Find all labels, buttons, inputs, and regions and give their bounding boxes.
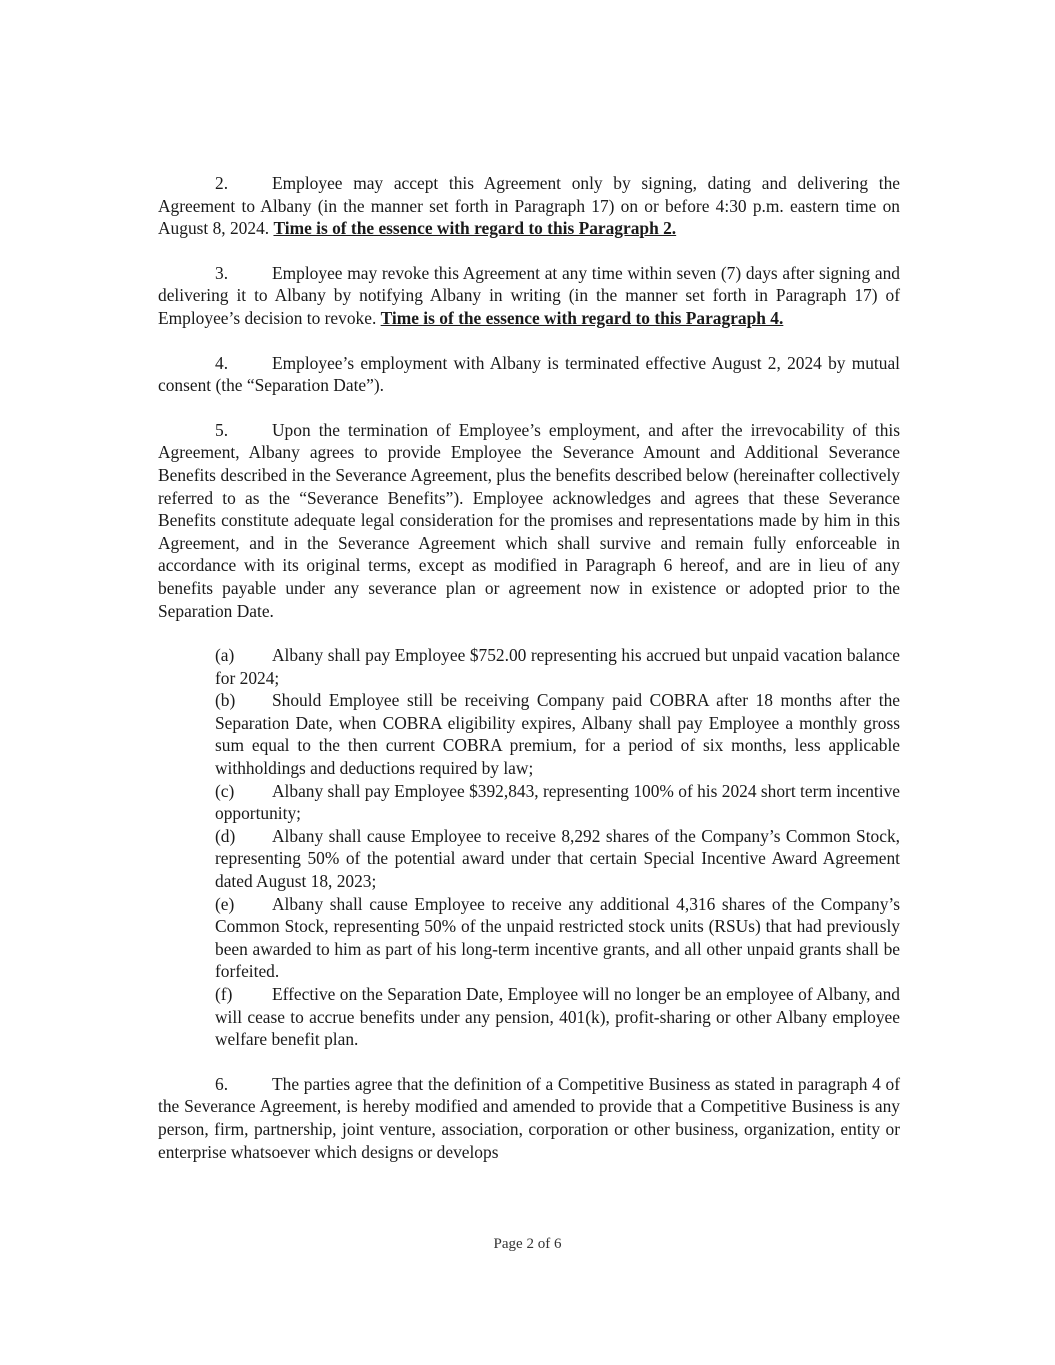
benefits-list	[215, 644, 900, 1051]
paragraph-number: 3.	[215, 262, 229, 283]
paragraph-emphasis: Time is of the essence with regard to this Paragraph 4.	[380, 307, 784, 328]
list-item-text: Albany shall pay Employee $392,843, representing 100% of his 2024 short term incentive opportunity;	[215, 780, 900, 824]
paragraph-text: Employee may revoke this Agreement at any time within seven (7) days after signing and delivering it to Albany by notifying Albany in writing (in the manner set forth in Paragraph 17) of Employee’s decision to revoke.	[158, 262, 900, 328]
paragraph-number: 2.	[215, 173, 229, 193]
paragraph-3	[158, 262, 900, 330]
paragraph-text: Upon the termination of Employee’s employment, and after the irrevocability of this Agreement, Albany agrees to provide Employee the Severance Amount and Additional Severance Benefits described in the Severance Agreement, plus the benefits described below (hereinafter collectively referred to as the “Severance Benefits”). Employee acknowledges and agrees that these Severance Benefits constitute adequate legal consideration for the promises and representations made by him in this Agreement, and in the Severance Agreement which shall survive and remain fully enforceable in accordance with its original terms, except as modified in Paragraph 6 hereof, and are in lieu of any benefits payable under any severance plan or agreement now in existence or adopted prior to the Separation Date.	[158, 419, 900, 621]
document-body	[158, 172, 900, 1185]
paragraph-5	[158, 419, 900, 622]
list-item-letter: (c)	[215, 780, 235, 801]
list-item	[215, 689, 900, 779]
list-item-text: Albany shall cause Employee to receive 8,292 shares of the Company’s Common Stock, representing 50% of the potential award under that certain Special Incentive Award Agreement dated August 18, 2023;	[215, 825, 900, 892]
paragraph-6	[158, 1073, 900, 1163]
paragraph-emphasis: Time is of the essence with regard to this Paragraph 2.	[273, 218, 677, 239]
list-item-text: Albany shall cause Employee to receive any additional 4,316 shares of the Company’s Common Stock, representing 50% of the unpaid restricted stock units (RSUs) that had previously been awarded to him as part of his long-term incentive grants, and all other unpaid grants shall be forfeited.	[215, 893, 900, 982]
list-item-letter: (d)	[215, 825, 236, 846]
paragraph-number: 4.	[215, 352, 229, 373]
list-item	[215, 983, 900, 1051]
list-item-text: Effective on the Separation Date, Employee will no longer be an employee of Albany, and will cease to accrue benefits under any pension, 401(k), profit-sharing or other Albany employee welfare benefit plan.	[215, 984, 900, 1050]
list-item-letter: (a)	[215, 645, 235, 666]
list-item	[215, 825, 900, 893]
list-item	[215, 780, 900, 825]
list-item	[215, 644, 900, 689]
paragraph-number: 6.	[215, 1073, 229, 1094]
list-item-letter: (b)	[215, 690, 236, 711]
paragraph-text: Employee’s employment with Albany is terminated effective August 2, 2024 by mutual consent (the “Separation Date”).	[158, 352, 900, 396]
list-item-letter: (f)	[215, 984, 233, 1004]
page-number-footer: Page 2 of 6	[493, 1236, 562, 1252]
paragraph-number: 5.	[215, 419, 229, 440]
paragraph-text: The parties agree that the definition of a Competitive Business as stated in paragraph 4 of the Severance Agreement, is hereby modified and amended to provide that a Competitive Business is any person, firm, partnership, joint venture, association, corporation or other business, organization, entity or enterprise whatsoever which designs or develops	[158, 1073, 900, 1162]
paragraph-text: Employee may accept this Agreement only by signing, dating and delivering the Agreement to Albany (in the manner set forth in Paragraph 17) on or before 4:30 p.m. eastern time on August 8, 2024.	[158, 173, 900, 239]
list-item	[215, 893, 900, 983]
paragraph-4	[158, 352, 900, 397]
list-item-letter: (e)	[215, 893, 235, 914]
list-item-text: Should Employee still be receiving Company paid COBRA after 18 months after the Separation Date, when COBRA eligibility expires, Albany shall pay Employee a monthly gross sum equal to the then current COBRA premium, for a period of six months, less applicable withholdings and deductions required by law;	[215, 690, 900, 779]
list-item-text: Albany shall pay Employee $752.00 representing his accrued but unpaid vacation balance for 2024;	[215, 645, 900, 688]
paragraph-2	[158, 172, 900, 240]
